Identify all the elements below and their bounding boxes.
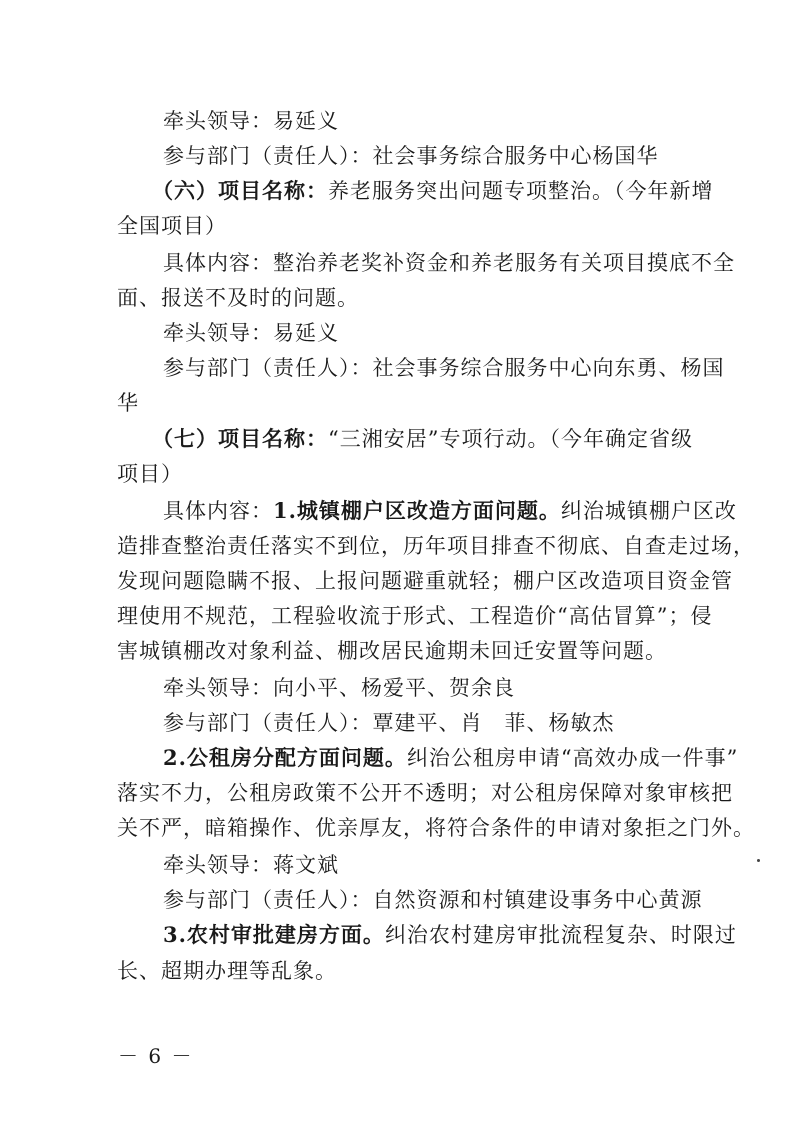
text-line: 造排查整治责任落实不到位，历年项目排查不彻底、自查走过场，: [117, 534, 755, 558]
subsection-heading: 2.公租房分配方面问题。: [163, 745, 407, 770]
text-line: 落实不力，公租房政策不公开不透明；对公租房保障对象审核把: [117, 781, 733, 805]
text-line: 牵头领导：易延义: [163, 321, 339, 345]
text-line: 面、报送不及时的问题。: [117, 286, 359, 310]
page-number: － 6 －: [118, 1044, 194, 1068]
text-line: 全国项目）: [117, 214, 227, 238]
text-line: 参与部门（责任人）：覃建平、肖 菲、杨敏杰: [163, 711, 615, 735]
text-line: 牵头领导：向小平、杨爱平、贺余良: [163, 676, 515, 700]
text-line: 项目）: [117, 462, 183, 486]
text-line: 发现问题隐瞒不报、上报问题避重就轻；棚户区改造项目资金管: [117, 569, 733, 593]
text-line: 关不严，暗箱操作、优亲厚友，将符合条件的申请对象拒之门外。: [117, 816, 755, 840]
text-line: 牵头领导：蒋文斌: [163, 853, 339, 877]
text-line: 具体内容：整治养老奖补资金和养老服务有关项目摸底不全: [163, 251, 735, 275]
scan-speck: [757, 859, 760, 862]
text-line: 具体内容：1.城镇棚户区改造方面问题。纠治城镇棚户区改: [163, 498, 737, 523]
text-line: 华: [117, 391, 139, 415]
section-heading: （七）项目名称：: [152, 426, 328, 451]
section-heading-line: （六）项目名称：养老服务突出问题专项整治。（今年新增: [152, 178, 714, 203]
text-line: 长、超期办理等乱象。: [117, 959, 337, 983]
subsection-heading: 3.农村审批建房方面。: [163, 922, 385, 947]
section-heading-line: （七）项目名称：“三湘安居”专项行动。（今年确定省级: [152, 426, 693, 451]
text-line: 参与部门（责任人）：社会事务综合服务中心向东勇、杨国: [163, 356, 725, 380]
subsection-heading: 1.城镇棚户区改造方面问题。: [273, 498, 561, 523]
text-line: 参与部门（责任人）：自然资源和村镇建设事务中心黄源: [163, 888, 703, 912]
text-line: 理使用不规范，工程验收流于形式、工程造价“高估冒算”；侵: [117, 604, 713, 628]
text-line: 3.农村审批建房方面。纠治农村建房审批流程复杂、时限过: [163, 922, 737, 947]
text-line: 害城镇棚改对象利益、棚改居民逾期未回迁安置等问题。: [117, 639, 667, 663]
section-heading: （六）项目名称：: [152, 178, 328, 203]
text-line: 牵头领导：易延义: [163, 109, 339, 133]
text-line: 参与部门（责任人）：社会事务综合服务中心杨国华: [163, 144, 659, 168]
text-line: 2.公租房分配方面问题。纠治公租房申请“高效办成一件事”: [163, 745, 739, 770]
